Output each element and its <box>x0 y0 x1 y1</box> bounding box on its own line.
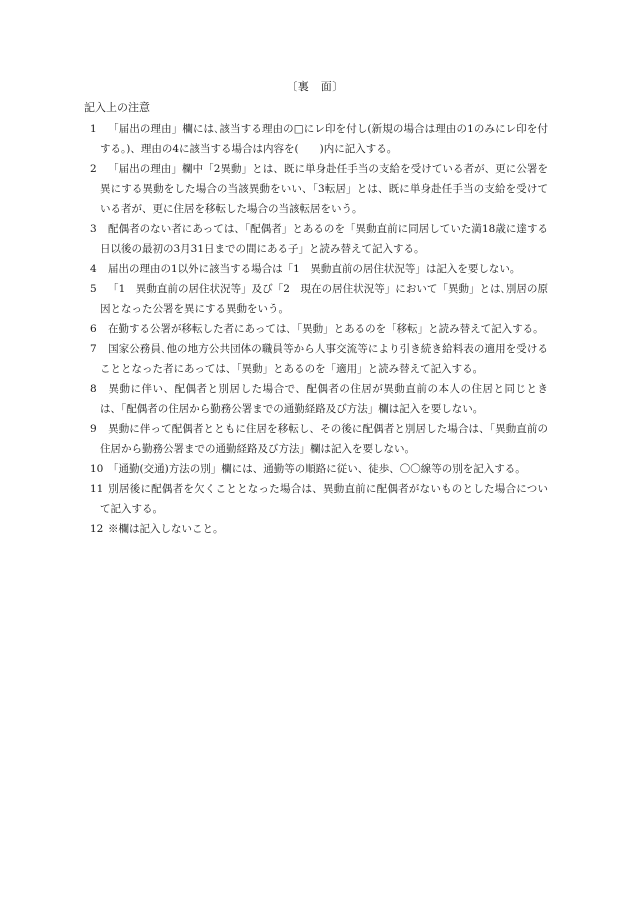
note-item-10 <box>90 459 548 479</box>
note-number: 5 <box>90 283 97 295</box>
note-text: 届出の理由の1以外に該当する場合は「1 異動直前の居住状況等」は記入を要しない。 <box>108 263 521 275</box>
note-number: 9 <box>90 423 97 435</box>
note-text: 「通勤(交通)方法の別」欄には、通勤等の順路に従い、徒歩、〇〇線等の別を記入する。 <box>108 463 526 475</box>
note-item-12 <box>90 519 548 539</box>
note-text: 「届出の理由」欄には､該当する理由の□にレ印を付し(新規の場合は理由の1のみにレ印を付する。)、理由の4に該当する場合は内容を( )内に記入する。 <box>100 123 548 155</box>
note-item-11 <box>90 479 548 519</box>
note-number: 10 <box>90 463 104 475</box>
notes-list <box>90 119 548 539</box>
note-number: 4 <box>90 263 97 275</box>
note-item-6 <box>90 319 548 339</box>
note-item-2 <box>90 159 548 219</box>
note-item-1 <box>90 119 548 159</box>
note-text: 配偶者のない者にあっては、「配偶者」とあるのを「異動直前に同居していた満18歳に達する日以後の最初の3月31日までの間にある子」と読み替えて記入する。 <box>100 223 548 255</box>
note-number: 12 <box>90 523 104 535</box>
note-text: 別居後に配偶者を欠くこととなった場合は、異動直前に配偶者がないものとした場合について記入する。 <box>100 483 548 515</box>
note-number: 1 <box>90 123 97 135</box>
note-item-3 <box>90 219 548 259</box>
note-number: 11 <box>90 483 104 495</box>
note-item-5 <box>90 279 548 319</box>
note-text: 「1 異動直前の居住状況等」及び「2 現在の居住状況等」において「異動」とは､別居の原因となった公署を異にする異動をいう。 <box>100 283 548 315</box>
note-item-4 <box>90 259 548 279</box>
note-text: 国家公務員､他の地方公共団体の職員等から人事交流等により引き続き給料表の適用を受けることとなった者にあっては、「異動」とあるのを「適用」と読み替えて記入する。 <box>100 343 548 375</box>
note-item-7 <box>90 339 548 379</box>
note-text: ※欄は記入しないこと。 <box>108 523 224 535</box>
notes-heading: 記入上の注意 <box>84 101 150 114</box>
note-text: 異動に伴って配偶者とともに住居を移転し、その後に配偶者と別居した場合は、「異動直前の住居から勤務公署までの通勤経路及び方法」欄は記入を要しない。 <box>100 423 548 455</box>
note-text: 「届出の理由」欄中「2異動」とは、既に単身赴任手当の支給を受けている者が、更に公署を異にする異動をした場合の当該異動をいい、「3転居」とは、既に単身赴任手当の支給を受けている者が、更に住居を移転した場合の当該転居をいう。 <box>100 163 548 215</box>
note-number: 6 <box>90 323 97 335</box>
note-item-9 <box>90 419 548 459</box>
note-text: 在勤する公署が移転した者にあっては､「異動」とあるのを「移転」と読み替えて記入する。 <box>108 323 544 335</box>
page-title: 〔裏 面〕 <box>286 80 344 93</box>
note-number: 2 <box>90 163 97 175</box>
note-item-8 <box>90 379 548 419</box>
note-number: 7 <box>90 343 97 355</box>
note-text: 異動に伴い、配偶者と別居した場合で、配偶者の住居が異動直前の本人の住居と同じときは、「配偶者の住居から勤務公署までの通勤経路及び方法」欄は記入を要しない。 <box>100 383 548 415</box>
note-number: 8 <box>90 383 97 395</box>
note-number: 3 <box>90 223 97 235</box>
